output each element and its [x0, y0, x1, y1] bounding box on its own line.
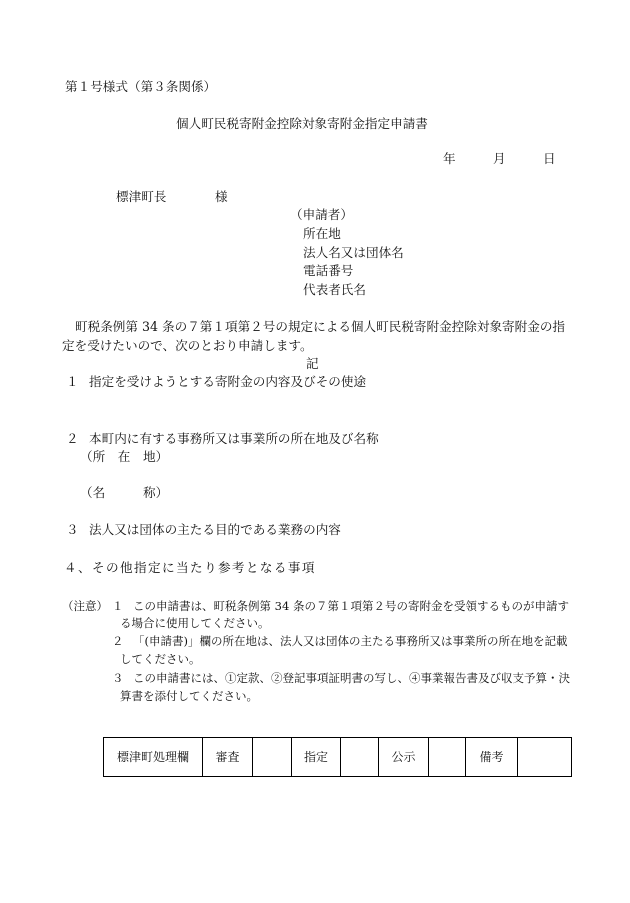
- item-3-text: 法人又は団体の主たる目的である業務の内容: [89, 522, 341, 537]
- notice-cell-blank: [429, 738, 466, 777]
- note-1-line-2: る場合に使用してください。: [120, 616, 270, 630]
- applicant-representative-label: 代表者氏名: [303, 282, 366, 297]
- processing-table: [103, 737, 572, 777]
- item-2-location-label: （所 在 地）: [80, 449, 169, 464]
- applicant-phone-label: 電話番号: [303, 263, 354, 278]
- item-1-number: １: [66, 374, 79, 389]
- note-3-number: ３: [112, 671, 124, 685]
- item-2-number: ２: [66, 431, 79, 446]
- addressee-honorific: 様: [215, 189, 228, 204]
- remarks-cell-blank: [518, 738, 572, 777]
- item-4-number: ４、: [64, 560, 92, 575]
- designation-cell-label: 指定: [292, 738, 341, 777]
- applicant-name-label: 法人名又は団体名: [303, 245, 404, 260]
- applicant-address-label: 所在地: [303, 226, 341, 241]
- processing-table-label: 標津町処理欄: [104, 738, 203, 777]
- item-2-name-label: （名 称）: [80, 485, 169, 500]
- body-line-2: 定を受けたいので、次のとおり申請します。: [62, 338, 313, 353]
- note-2-number: ２: [112, 634, 124, 648]
- note-2-line-2: してください。: [120, 652, 201, 666]
- date-year-label: 年: [443, 151, 456, 166]
- date-month-label: 月: [493, 151, 506, 166]
- designation-cell-blank: [341, 738, 379, 777]
- note-3-line-2: 算書を添付してください。: [120, 689, 258, 703]
- review-cell-blank: [253, 738, 292, 777]
- item-1-text: 指定を受けようとする寄附金の内容及びその使途: [89, 374, 367, 389]
- note-1-number: １: [112, 599, 124, 613]
- body-line-1: 町税条例第 34 条の７第１項第２号の規定による個人町民税寄附金控除対象寄附金の指: [75, 319, 566, 334]
- item-4: [64, 562, 316, 575]
- addressee-name: 標津町長: [116, 189, 167, 204]
- form-title: 個人町民税寄附金控除対象寄附金指定申請書: [176, 116, 428, 131]
- date-day-label: 日: [543, 151, 556, 166]
- ki-heading: 記: [306, 356, 319, 371]
- item-3-number: ３: [66, 522, 79, 537]
- note-2-line-1: 「(申請書)」欄の所在地は、法人又は団体の主たる事務所又は事業所の所在地を記載: [133, 634, 568, 648]
- review-cell-label: 審査: [203, 738, 253, 777]
- applicant-heading: （申請者）: [290, 207, 353, 222]
- note-3-line-1: この申請書には、①定款、②登記事項証明書の写し、④事業報告書及び収支予算・決: [133, 671, 570, 685]
- note-1-line-1: この申請書は、町税条例第 34 条の７第１項第２号の寄附金を受領するものが申請す: [133, 599, 569, 613]
- item-2-text: 本町内に有する事務所又は事業所の所在地及び名称: [89, 431, 379, 446]
- form-number: 第１号様式（第３条関係）: [65, 79, 217, 94]
- processing-table-row: [104, 738, 572, 777]
- item-4-text: その他指定に当たり参考となる事項: [92, 560, 316, 575]
- remarks-cell-label: 備考: [466, 738, 518, 777]
- notice-cell-label: 公示: [379, 738, 429, 777]
- notes-label: （注意）: [62, 599, 108, 613]
